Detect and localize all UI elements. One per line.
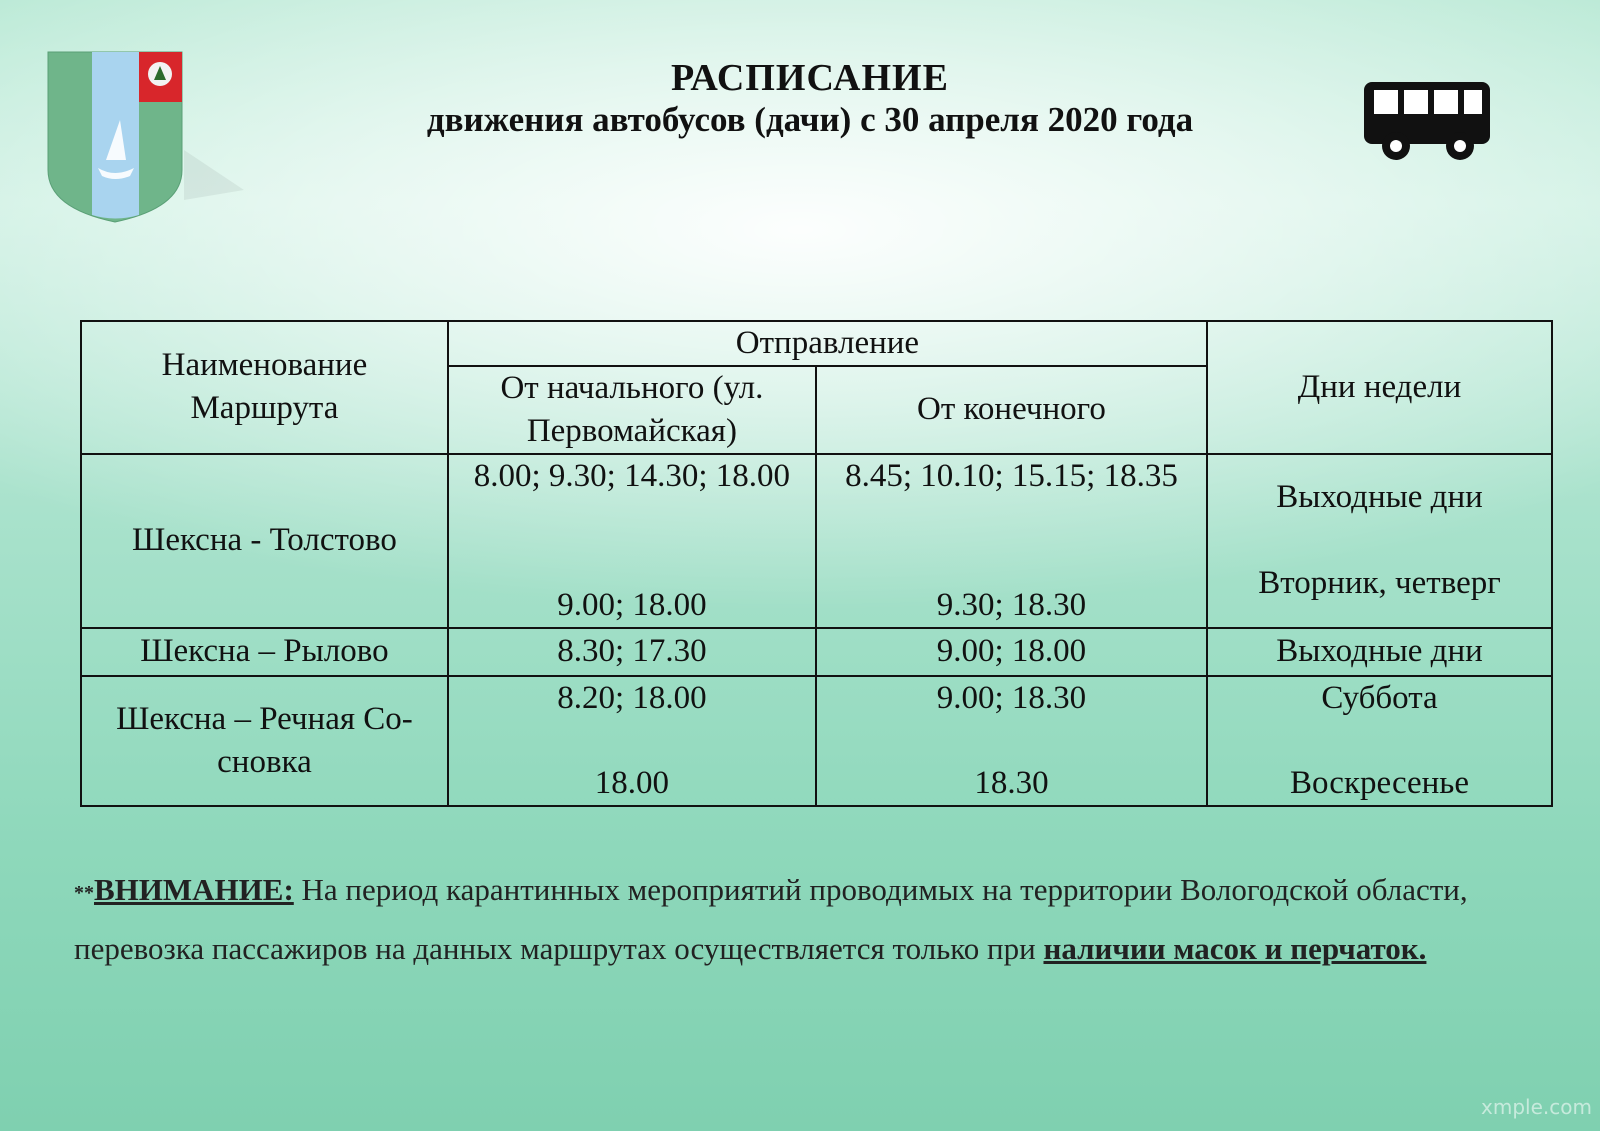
time-value: 18.30 bbox=[974, 764, 1049, 801]
table-row bbox=[81, 454, 1552, 628]
header-weekdays: Дни недели bbox=[1207, 321, 1552, 454]
from-end-cell bbox=[816, 676, 1207, 806]
route-name-cell: Шексна – Речная Со-сновка bbox=[81, 676, 448, 806]
from-start-cell bbox=[448, 454, 816, 628]
days-value: Выходные дни bbox=[1276, 479, 1483, 516]
from-start-cell: 8.30; 17.30 bbox=[448, 628, 816, 676]
schedule-table bbox=[80, 320, 1553, 807]
time-value: 9.30; 18.30 bbox=[936, 586, 1087, 623]
notice-label: ВНИМАНИЕ: bbox=[94, 872, 294, 907]
days-cell: Выходные дни bbox=[1207, 628, 1552, 676]
time-value: 8.00; 9.30; 14.30; 18.00 bbox=[473, 457, 791, 494]
notice-emphasis: наличии масок и перчаток. bbox=[1043, 930, 1427, 966]
days-value: Вторник, четверг bbox=[1258, 565, 1501, 602]
header-departure: Отправление bbox=[448, 321, 1207, 366]
bus-icon bbox=[1362, 80, 1494, 166]
route-name-cell: Шексна – Рылово bbox=[81, 628, 448, 676]
time-value: 8.20; 18.00 bbox=[557, 679, 707, 716]
notice-stars: ** bbox=[74, 881, 94, 904]
coat-of-arms-icon bbox=[44, 50, 249, 230]
header-from-start: От начального (ул. Первомайская) bbox=[448, 366, 816, 454]
from-end-cell: 9.00; 18.00 bbox=[816, 628, 1207, 676]
quarantine-notice bbox=[74, 862, 1554, 977]
time-value: 18.00 bbox=[594, 764, 670, 801]
from-end-cell bbox=[816, 454, 1207, 628]
time-value: 9.00; 18.30 bbox=[936, 679, 1087, 716]
days-value: Воскресенье bbox=[1289, 764, 1470, 801]
notice-text: На период карантинных мероприятий проводимых на территории Вологодской области, перевозка пассажиров на данных маршрутах осуществляется только при bbox=[74, 872, 1468, 966]
route-name-cell: Шексна - Толстово bbox=[81, 454, 448, 628]
header-from-end: От конечного bbox=[816, 366, 1207, 454]
page-title: РАСПИСАНИЕ bbox=[671, 57, 949, 99]
table-row bbox=[81, 628, 1552, 676]
days-cell bbox=[1207, 676, 1552, 806]
from-start-cell bbox=[448, 676, 816, 806]
days-value: Суббота bbox=[1321, 679, 1438, 716]
time-value: 9.00; 18.00 bbox=[557, 586, 707, 623]
header-route-name: Наименование Маршрута bbox=[81, 321, 448, 454]
time-value: 8.45; 10.10; 15.15; 18.35 bbox=[845, 457, 1178, 494]
days-cell bbox=[1207, 454, 1552, 628]
page-subtitle: движения автобусов (дачи) с 30 апреля 2020 года bbox=[426, 100, 1194, 139]
table-row bbox=[81, 676, 1552, 806]
watermark: xmple.com bbox=[1481, 1095, 1592, 1119]
